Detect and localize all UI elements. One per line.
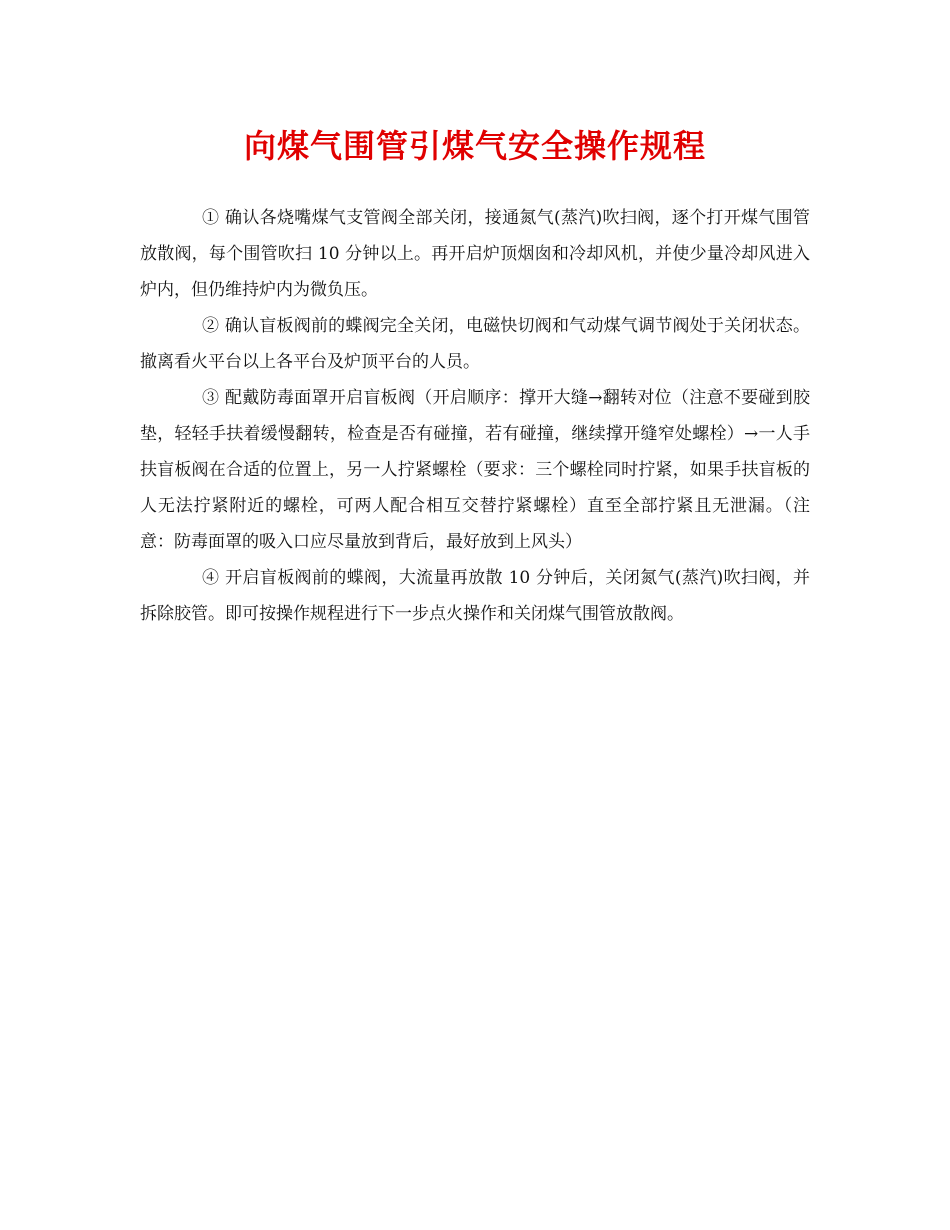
document-body (140, 200, 810, 632)
step-2-paragraph: ② 确认盲板阀前的蝶阀完全关闭，电磁快切阀和气动煤气调节阀处于关闭状态。撤离看火平台以上各平台及炉顶平台的人员。 (140, 316, 810, 372)
step-4-paragraph: ④ 开启盲板阀前的蝶阀，大流量再放散 10 分钟后，关闭氮气(蒸汽)吹扫阀，并拆除胶管。即可按操作规程进行下一步点火操作和关闭煤气围管放散阀。 (140, 568, 810, 624)
step-3-paragraph: ③ 配戴防毒面罩开启盲板阀（开启顺序：撑开大缝→翻转对位（注意不要碰到胶垫，轻轻手扶着缓慢翻转，检查是否有碰撞，若有碰撞，继续撑开缝窄处螺栓）→一人手扶盲板阀在合适的位置上，另一人拧紧螺栓（要求：三个螺栓同时拧紧，如果手扶盲板的人无法拧紧附近的螺栓，可两人配合相互交替拧紧螺栓）直至全部拧紧且无泄漏。（注意：防毒面罩的吸入口应尽量放到背后，最好放到上风头） (140, 388, 810, 552)
document-title: 向煤气围管引煤气安全操作规程 (243, 127, 706, 165)
step-1-paragraph: ① 确认各烧嘴煤气支管阀全部关闭，接通氮气(蒸汽)吹扫阀，逐个打开煤气围管放散阀，每个围管吹扫 10 分钟以上。再开启炉顶烟囱和冷却风机，并使少量冷却风进入炉内，但仍维持炉内为微负压。 (140, 208, 810, 300)
